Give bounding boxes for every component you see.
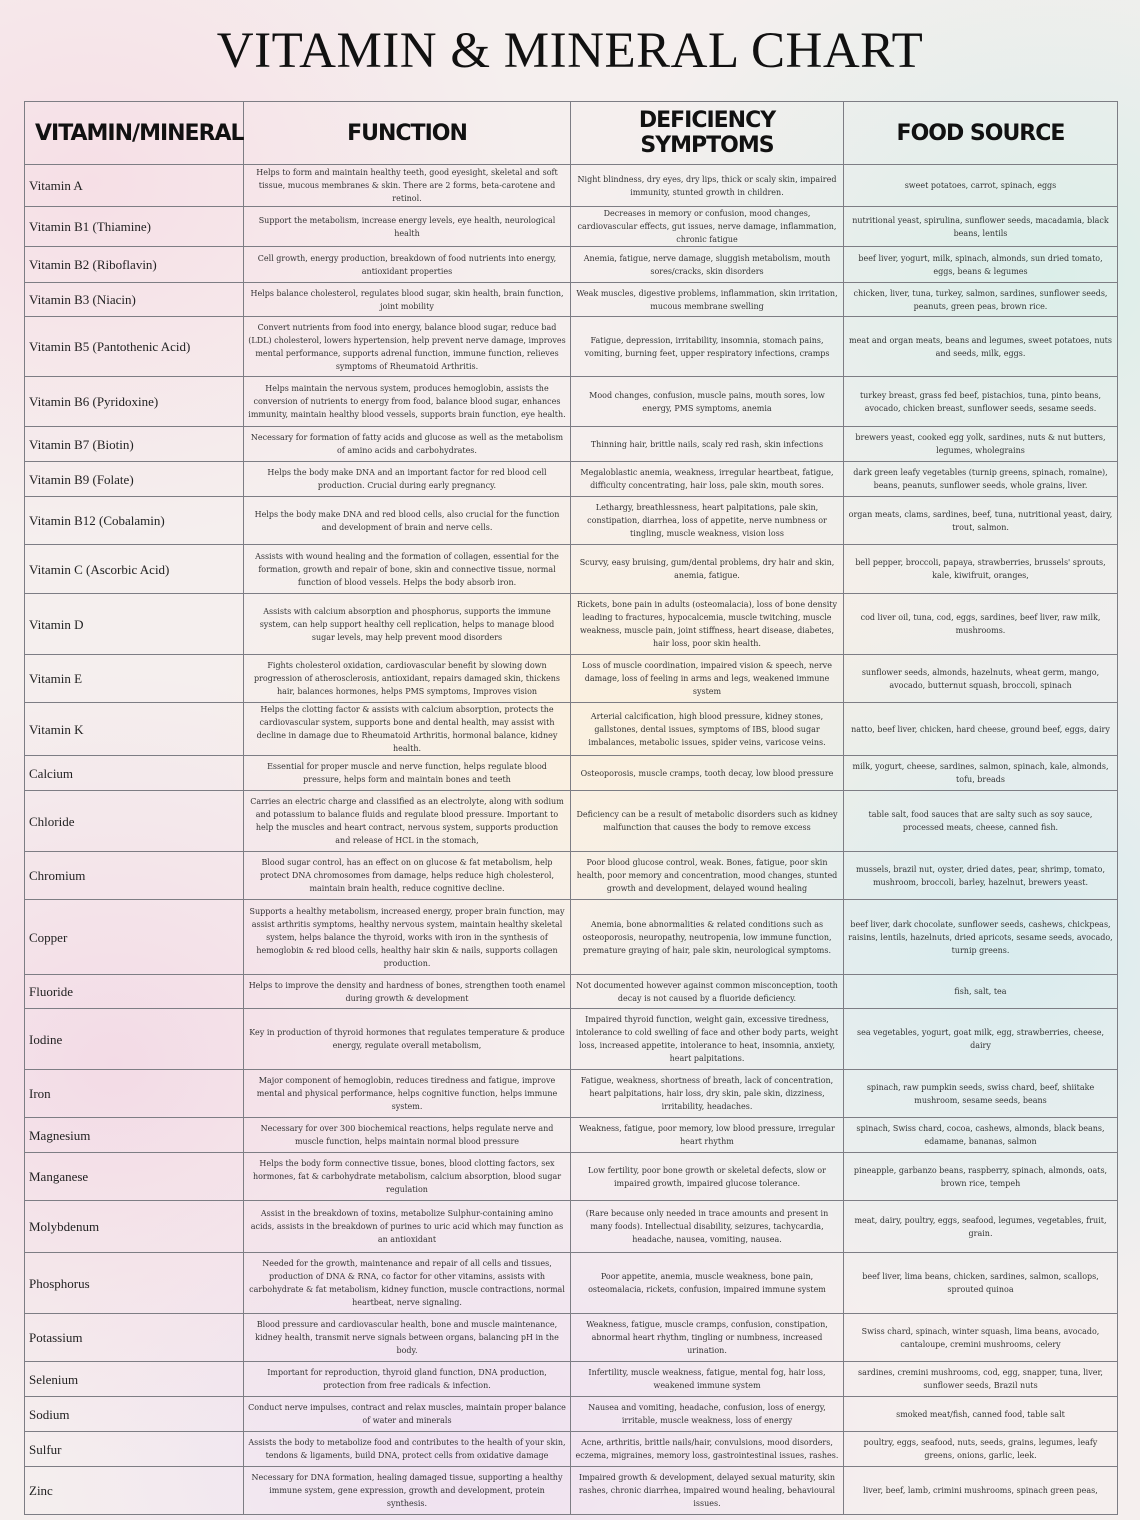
deficiency-cell: Night blindness, dry eyes, dry lips, thick or scaly skin, impaired immunity, stunted growth in children. <box>571 165 844 207</box>
name-cell: Copper <box>25 900 244 975</box>
table-row <box>25 427 1118 462</box>
deficiency-cell: Decreases in memory or confusion, mood changes, cardiovascular effects, gut issues, nerve damage, inflammation, chronic fatigue <box>571 207 844 247</box>
name-cell: Vitamin A <box>25 165 244 207</box>
name-cell: Chromium <box>25 852 244 900</box>
food-source-cell: sardines, cremini mushrooms, cod, egg, snapper, tuna, liver, sunflower seeds, Brazil nuts <box>844 1362 1118 1397</box>
function-cell: Convert nutrients from food into energy, balance blood sugar, reduce bad (LDL) cholesterol, lowers hypertension, help prevent nerve damage, improves mental performance, supports adrenal function, immune function, relieves symptoms of Rheumatoid Arthritis. <box>244 317 571 377</box>
deficiency-cell: Thinning hair, brittle nails, scaly red rash, skin infections <box>571 427 844 462</box>
deficiency-cell: Loss of muscle coordination, impaired vision & speech, nerve damage, loss of feeling in arms and legs, weakened immune system <box>571 655 844 703</box>
function-cell: Major component of hemoglobin, reduces tiredness and fatigue, improve mental and physical performance, helps cognitive function, helps immune system. <box>244 1070 571 1118</box>
function-cell: Needed for the growth, maintenance and repair of all cells and tissues, production of DNA & RNA, co factor for other vitamins, assists with carbohydrate & fat metabolism, kidney function, muscle contractions, normal heartbeat, nerve signaling. <box>244 1253 571 1314</box>
name-cell: Vitamin B9 (Folate) <box>25 462 244 497</box>
deficiency-cell: Nausea and vomiting, headache, confusion, loss of energy, irritable, muscle weakness, loss of energy <box>571 1397 844 1432</box>
deficiency-cell: Impaired growth & development, delayed sexual maturity, skin rashes, chronic diarrhea, impaired wound healing, behavioural issues. <box>571 1467 844 1515</box>
deficiency-cell: Poor blood glucose control, weak. Bones, fatigue, poor skin health, poor memory and concentration, mood changes, stunted growth and development, delayed wound healing <box>571 852 844 900</box>
name-cell: Vitamin B2 (Riboflavin) <box>25 247 244 283</box>
food-source-cell: smoked meat/fish, canned food, table salt <box>844 1397 1118 1432</box>
table-row <box>25 377 1118 427</box>
function-cell: Helps to form and maintain healthy teeth, good eyesight, skeletal and soft tissue, mucous membranes & skin. There are 2 forms, beta-carotene and retinol. <box>244 165 571 207</box>
food-source-cell: beef liver, dark chocolate, sunflower seeds, cashews, chickpeas, raisins, lentils, hazelnuts, dried apricots, sesame seeds, avocado, turnip greens. <box>844 900 1118 975</box>
deficiency-cell: Weakness, fatigue, muscle cramps, confusion, constipation, abnormal heart rhythm, tingling or numbness, increased urination. <box>571 1314 844 1362</box>
function-cell: Assists the body to metabolize food and contributes to the health of your skin, tendons & ligaments, build DNA, protect cells from oxidative damage <box>244 1432 571 1467</box>
name-cell: Vitamin B5 (Pantothenic Acid) <box>25 317 244 377</box>
food-source-cell: Swiss chard, spinach, winter squash, lima beans, avocado, cantaloupe, cremini mushrooms, celery <box>844 1314 1118 1362</box>
name-cell: Vitamin B12 (Cobalamin) <box>25 497 244 545</box>
vitamin-mineral-table <box>24 101 1118 1515</box>
function-cell: Assists with wound healing and the formation of collagen, essential for the formation, growth and repair of bone, skin and connective tissue, normal function of blood vessels. Helps the body absorb iron. <box>244 545 571 594</box>
header-deficiency-symptoms: DEFICIENCY SYMPTOMS <box>571 102 844 165</box>
food-source-cell: sea vegetables, yogurt, goat milk, egg, strawberries, cheese, dairy <box>844 1009 1118 1070</box>
food-source-cell: beef liver, yogurt, milk, spinach, almonds, sun dried tomato, eggs, beans & legumes <box>844 247 1118 283</box>
name-cell: Manganese <box>25 1153 244 1201</box>
table-row <box>25 462 1118 497</box>
name-cell: Vitamin D <box>25 594 244 655</box>
deficiency-cell: Arterial calcification, high blood pressure, kidney stones, gallstones, dental issues, symptoms of IBS, blood sugar imbalances, metabolic issues, spider veins, varicose veins. <box>571 703 844 756</box>
food-source-cell: pineapple, garbanzo beans, raspberry, spinach, almonds, oats, brown rice, tempeh <box>844 1153 1118 1201</box>
function-cell: Helps the body make DNA and red blood cells, also crucial for the function and development of brain and nerve cells. <box>244 497 571 545</box>
deficiency-cell: Scurvy, easy bruising, gum/dental problems, dry hair and skin, anemia, fatigue. <box>571 545 844 594</box>
function-cell: Carries an electric charge and classified as an electrolyte, along with sodium and potassium to balance fluids and regulate blood pressure. Important to help the muscles and heart contract, nervous system, supports production and release of HCL in the stomach, <box>244 791 571 852</box>
table-row <box>25 317 1118 377</box>
food-source-cell: turkey breast, grass fed beef, pistachios, tuna, pinto beans, avocado, chicken breast, sunflower seeds, sesame seeds. <box>844 377 1118 427</box>
deficiency-cell: Osteoporosis, muscle cramps, tooth decay, low blood pressure <box>571 756 844 791</box>
name-cell: Zinc <box>25 1467 244 1515</box>
table-row <box>25 703 1118 756</box>
name-cell: Selenium <box>25 1362 244 1397</box>
table-row <box>25 1070 1118 1118</box>
function-cell: Support the metabolism, increase energy levels, eye health, neurological health <box>244 207 571 247</box>
food-source-cell: beef liver, lima beans, chicken, sardines, salmon, scallops, sprouted quinoa <box>844 1253 1118 1314</box>
table-row <box>25 756 1118 791</box>
function-cell: Blood pressure and cardiovascular health, bone and muscle maintenance, kidney health, transmit nerve signals between organs, balancing pH in the body. <box>244 1314 571 1362</box>
function-cell: Cell growth, energy production, breakdown of food nutrients into energy, antioxidant properties <box>244 247 571 283</box>
food-source-cell: table salt, food sauces that are salty such as soy sauce, processed meats, cheese, canned fish. <box>844 791 1118 852</box>
food-source-cell: chicken, liver, tuna, turkey, salmon, sardines, sunflower seeds, peanuts, green peas, brown rice. <box>844 283 1118 317</box>
deficiency-cell: Weakness, fatigue, poor memory, low blood pressure, irregular heart rhythm <box>571 1118 844 1153</box>
food-source-cell: sunflower seeds, almonds, hazelnuts, wheat germ, mango, avocado, butternut squash, broccoli, spinach <box>844 655 1118 703</box>
function-cell: Helps maintain the nervous system, produces hemoglobin, assists the conversion of nutrients to energy from food, balance blood sugar, enhances immunity, maintain healthy blood vessels, supports brain function, eye health. <box>244 377 571 427</box>
table-row <box>25 207 1118 247</box>
name-cell: Potassium <box>25 1314 244 1362</box>
table-row <box>25 791 1118 852</box>
table-row <box>25 655 1118 703</box>
deficiency-cell: Not documented however against common misconception, tooth decay is not caused by a fluoride deficiency. <box>571 975 844 1009</box>
deficiency-cell: Rickets, bone pain in adults (osteomalacia), loss of bone density leading to fractures, hypocalcemia, muscle twitching, muscle weakness, muscle pain, joint stiffness, heart disease, diabetes, hair loss, poor skin health. <box>571 594 844 655</box>
function-cell: Supports a healthy metabolism, increased energy, proper brain function, may assist arthritis symptoms, healthy nervous system, maintain healthy skeletal system, helps balance the thyroid, works with iron in the synthesis of hemoglobin & red blood cells, healthy hair skin & nails, supports collagen production. <box>244 900 571 975</box>
table-row <box>25 594 1118 655</box>
function-cell: Assist in the breakdown of toxins, metabolize Sulphur-containing amino acids, assists in the breakdown of purines to uric acid which may function as an antioxidant <box>244 1201 571 1253</box>
food-source-cell: milk, yogurt, cheese, sardines, salmon, spinach, kale, almonds, tofu, breads <box>844 756 1118 791</box>
food-source-cell: spinach, Swiss chard, cocoa, cashews, almonds, black beans, edamame, bananas, salmon <box>844 1118 1118 1153</box>
table-row <box>25 1362 1118 1397</box>
function-cell: Helps the body make DNA and an important factor for red blood cell production. Crucial during early pregnancy. <box>244 462 571 497</box>
food-source-cell: meat, dairy, poultry, eggs, seafood, legumes, vegetables, fruit, grain. <box>844 1201 1118 1253</box>
food-source-cell: fish, salt, tea <box>844 975 1118 1009</box>
deficiency-cell: Fatigue, weakness, shortness of breath, lack of concentration, heart palpitations, hair loss, dry skin, pale skin, dizziness, irritability, headaches. <box>571 1070 844 1118</box>
name-cell: Vitamin B3 (Niacin) <box>25 283 244 317</box>
function-cell: Necessary for formation of fatty acids and glucose as well as the metabolism of amino acids and carbohydrates. <box>244 427 571 462</box>
food-source-cell: natto, beef liver, chicken, hard cheese, ground beef, eggs, dairy <box>844 703 1118 756</box>
food-source-cell: poultry, eggs, seafood, nuts, seeds, grains, legumes, leafy greens, onions, garlic, leek. <box>844 1432 1118 1467</box>
table-row <box>25 283 1118 317</box>
name-cell: Sulfur <box>25 1432 244 1467</box>
table-row <box>25 545 1118 594</box>
table-row <box>25 1153 1118 1201</box>
table-row <box>25 497 1118 545</box>
name-cell: Iron <box>25 1070 244 1118</box>
function-cell: Blood sugar control, has an effect on on glucose & fat metabolism, help protect DNA chromosomes from damage, helps reduce high cholesterol, maintain brain health, reduce cognitive decline. <box>244 852 571 900</box>
food-source-cell: brewers yeast, cooked egg yolk, sardines, nuts & nut butters, legumes, wholegrains <box>844 427 1118 462</box>
name-cell: Vitamin C (Ascorbic Acid) <box>25 545 244 594</box>
deficiency-cell: Fatigue, depression, irritability, insomnia, stomach pains, vomiting, burning feet, upper respiratory infections, cramps <box>571 317 844 377</box>
name-cell: Vitamin E <box>25 655 244 703</box>
table-row <box>25 247 1118 283</box>
name-cell: Vitamin K <box>25 703 244 756</box>
function-cell: Essential for proper muscle and nerve function, helps regulate blood pressure, helps form and maintain bones and teeth <box>244 756 571 791</box>
food-source-cell: bell pepper, broccoli, papaya, strawberries, brussels' sprouts, kale, kiwifruit, oranges, <box>844 545 1118 594</box>
deficiency-cell: Low fertility, poor bone growth or skeletal defects, slow or impaired growth, impaired glucose tolerance. <box>571 1153 844 1201</box>
deficiency-cell: Anemia, bone abnormalities & related conditions such as osteoporosis, neuropathy, neutropenia, low immune function, premature graying of hair, pale skin, neurological symptoms. <box>571 900 844 975</box>
table-row <box>25 1314 1118 1362</box>
name-cell: Iodine <box>25 1009 244 1070</box>
header-vitamin-mineral: VITAMIN/MINERAL <box>25 102 244 165</box>
deficiency-cell: Deficiency can be a result of metabolic disorders such as kidney malfunction that causes the body to remove excess <box>571 791 844 852</box>
function-cell: Helps to improve the density and hardness of bones, strengthen tooth enamel during growth & development <box>244 975 571 1009</box>
function-cell: Helps balance cholesterol, regulates blood sugar, skin health, brain function, joint mobility <box>244 283 571 317</box>
food-source-cell: mussels, brazil nut, oyster, dried dates, pear, shrimp, tomato, mushroom, broccoli, barley, hazelnut, brewers yeast. <box>844 852 1118 900</box>
deficiency-cell: Anemia, fatigue, nerve damage, sluggish metabolism, mouth sores/cracks, skin disorders <box>571 247 844 283</box>
food-source-cell: organ meats, clams, sardines, beef, tuna, nutritional yeast, dairy, trout, salmon. <box>844 497 1118 545</box>
name-cell: Molybdenum <box>25 1201 244 1253</box>
function-cell: Fights cholesterol oxidation, cardiovascular benefit by slowing down progression of atherosclerosis, antioxidant, repairs damaged skin, thickens hair, balances hormones, helps PMS symptoms, Improves vision <box>244 655 571 703</box>
deficiency-cell: Impaired thyroid function, weight gain, excessive tiredness, intolerance to cold swelling of face and other body parts, weight loss, increased appetite, intolerance to heat, insomnia, anxiety, heart palpitations. <box>571 1009 844 1070</box>
name-cell: Magnesium <box>25 1118 244 1153</box>
table-row <box>25 1118 1118 1153</box>
deficiency-cell: (Rare because only needed in trace amounts and present in many foods). Intellectual disability, seizures, tachycardia, headache, nausea, vomiting, nausea. <box>571 1201 844 1253</box>
table-row <box>25 165 1118 207</box>
deficiency-cell: Lethargy, breathlessness, heart palpitations, pale skin, constipation, diarrhea, loss of appetite, nerve numbness or tingling, muscle weakness, vision loss <box>571 497 844 545</box>
header-function: FUNCTION <box>244 102 571 165</box>
deficiency-cell: Poor appetite, anemia, muscle weakness, bone pain, osteomalacia, rickets, confusion, impaired immune system <box>571 1253 844 1314</box>
table-row <box>25 975 1118 1009</box>
deficiency-cell: Megaloblastic anemia, weakness, irregular heartbeat, fatigue, difficulty concentrating, hair loss, pale skin, mouth sores. <box>571 462 844 497</box>
name-cell: Sodium <box>25 1397 244 1432</box>
header-row <box>25 102 1118 165</box>
deficiency-cell: Weak muscles, digestive problems, inflammation, skin irritation, mucous membrane swelling <box>571 283 844 317</box>
name-cell: Fluoride <box>25 975 244 1009</box>
function-cell: Helps the clotting factor & assists with calcium absorption, protects the cardiovascular system, supports bone and dental health, may assist with decline in damage due to Rheumatoid Arthritis, hormonal balance, kidney health. <box>244 703 571 756</box>
name-cell: Vitamin B6 (Pyridoxine) <box>25 377 244 427</box>
function-cell: Key in production of thyroid hormones that regulates temperature & produce energy, regulate overall metabolism, <box>244 1009 571 1070</box>
function-cell: Conduct nerve impulses, contract and relax muscles, maintain proper balance of water and minerals <box>244 1397 571 1432</box>
food-source-cell: liver, beef, lamb, crimini mushrooms, spinach green peas, <box>844 1467 1118 1515</box>
deficiency-cell: Acne, arthritis, brittle nails/hair, convulsions, mood disorders, eczema, migraines, memory loss, gastrointestinal issues, rashes. <box>571 1432 844 1467</box>
food-source-cell: spinach, raw pumpkin seeds, swiss chard, beef, shiitake mushroom, sesame seeds, beans <box>844 1070 1118 1118</box>
food-source-cell: dark green leafy vegetables (turnip greens, spinach, romaine), beans, peanuts, sunflower seeds, whole grains, liver. <box>844 462 1118 497</box>
table-row <box>25 1432 1118 1467</box>
table-row <box>25 1467 1118 1515</box>
name-cell: Calcium <box>25 756 244 791</box>
function-cell: Assists with calcium absorption and phosphorus, supports the immune system, can help support healthy cell replication, helps to manage blood sugar levels, may help prevent mood disorders <box>244 594 571 655</box>
name-cell: Vitamin B7 (Biotin) <box>25 427 244 462</box>
table-row <box>25 1397 1118 1432</box>
table-row <box>25 1253 1118 1314</box>
deficiency-cell: Infertility, muscle weakness, fatigue, mental fog, hair loss, weakened immune system <box>571 1362 844 1397</box>
food-source-cell: cod liver oil, tuna, cod, eggs, sardines, beef liver, raw milk, mushrooms. <box>844 594 1118 655</box>
name-cell: Phosphorus <box>25 1253 244 1314</box>
function-cell: Necessary for over 300 biochemical reactions, helps regulate nerve and muscle function, helps maintain normal blood pressure <box>244 1118 571 1153</box>
function-cell: Important for reproduction, thyroid gland function, DNA production, protection from free radicals & infection. <box>244 1362 571 1397</box>
header-food-source: FOOD SOURCE <box>844 102 1118 165</box>
chart-title: VITAMIN & MINERAL CHART <box>216 23 924 79</box>
food-source-cell: nutritional yeast, spirulina, sunflower seeds, macadamia, black beans, lentils <box>844 207 1118 247</box>
name-cell: Chloride <box>25 791 244 852</box>
table-row <box>25 852 1118 900</box>
table-row <box>25 900 1118 975</box>
table-row <box>25 1201 1118 1253</box>
function-cell: Necessary for DNA formation, healing damaged tissue, supporting a healthy immune system, gene expression, growth and development, protein synthesis. <box>244 1467 571 1515</box>
name-cell: Vitamin B1 (Thiamine) <box>25 207 244 247</box>
food-source-cell: sweet potatoes, carrot, spinach, eggs <box>844 165 1118 207</box>
deficiency-cell: Mood changes, confusion, muscle pains, mouth sores, low energy, PMS symptoms, anemia <box>571 377 844 427</box>
food-source-cell: meat and organ meats, beans and legumes, sweet potatoes, nuts and seeds, milk, eggs. <box>844 317 1118 377</box>
function-cell: Helps the body form connective tissue, bones, blood clotting factors, sex hormones, fat & carbohydrate metabolism, calcium absorption, blood sugar regulation <box>244 1153 571 1201</box>
table-row <box>25 1009 1118 1070</box>
